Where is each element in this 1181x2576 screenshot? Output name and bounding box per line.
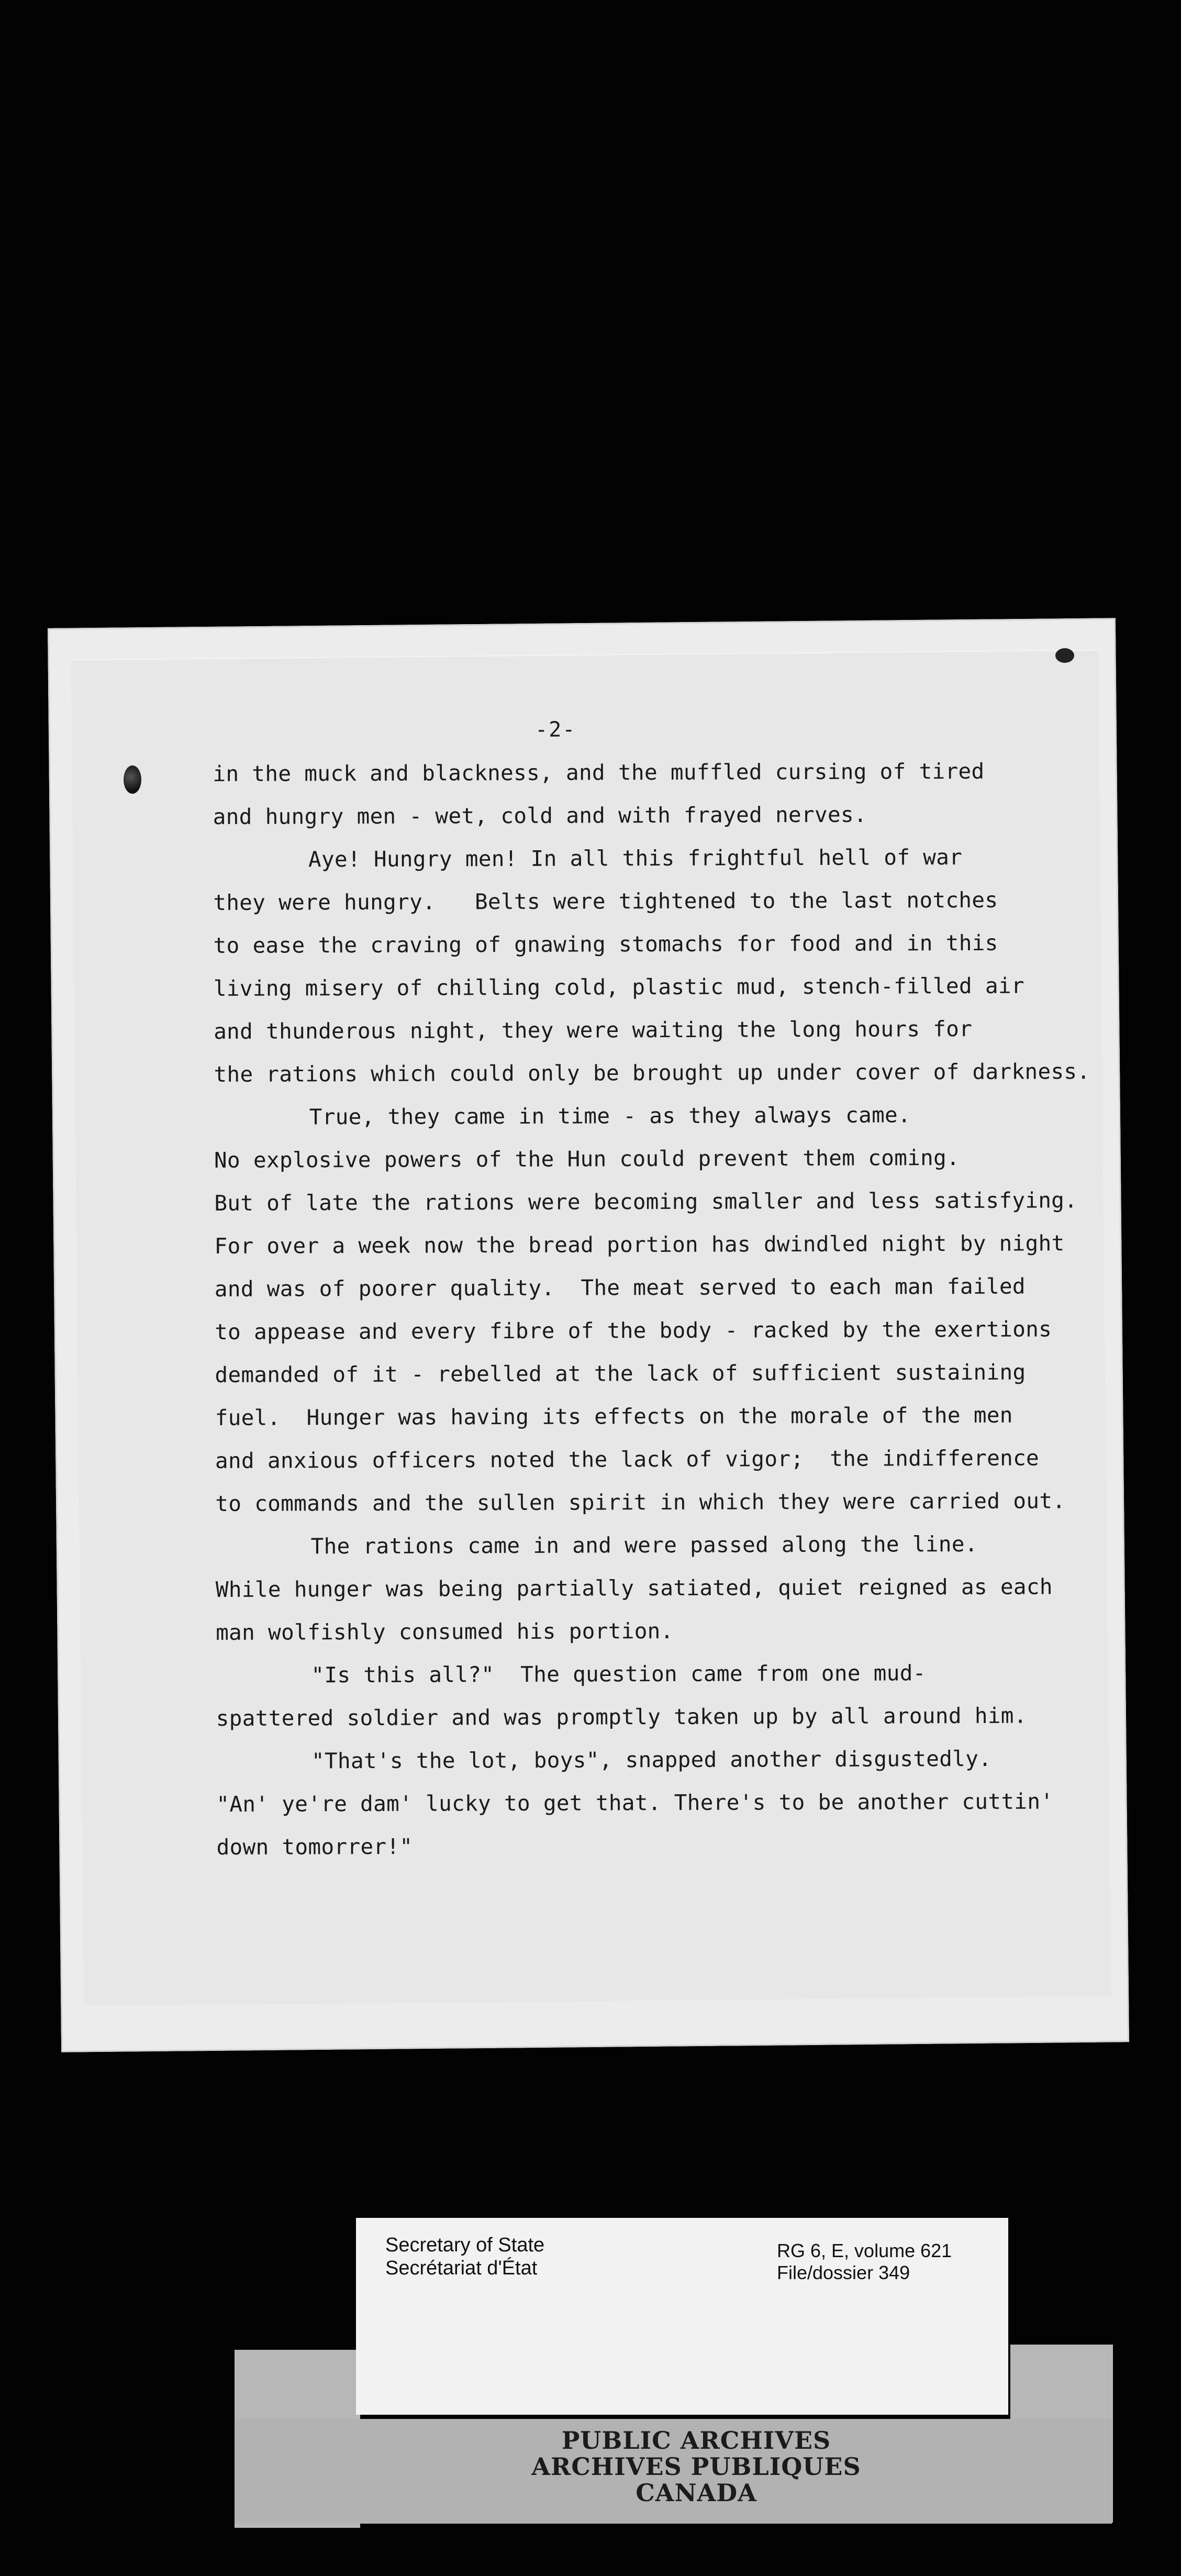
archives-stamp <box>513 2427 879 2506</box>
text-line: and was of poorer quality. The meat served to each man failed <box>214 1273 1026 1302</box>
text-line: and thunderous night, they were waiting the long hours for <box>214 1016 973 1044</box>
text-line: living misery of chilling cold, plastic mud, stench-filled air <box>213 973 1024 1001</box>
text-line: For over a week now the bread portion has dwindled night by night <box>214 1230 1065 1259</box>
stamp-line: ARCHIVES PUBLIQUES <box>531 2452 861 2481</box>
text-line: "An' ye're dam' lucky to get that. There's to be another cuttin' <box>216 1789 1054 1817</box>
department-fr: Secrétariat d'État <box>385 2257 538 2279</box>
text-line: While hunger was being partially satiated, quiet reigned as each <box>215 1574 1053 1602</box>
text-line: the rations which could only be brought up under cover of darkness. <box>214 1059 1090 1087</box>
archive-label-card <box>356 2218 1008 2415</box>
text-line: No explosive powers of the Hun could prevent them coming. <box>214 1145 960 1173</box>
department-block <box>385 2234 544 2280</box>
record-group: RG 6, E, volume 621 <box>777 2240 952 2261</box>
text-line: and hungry men - wet, cold and with frayed nerves. <box>213 802 867 829</box>
text-line: down tomorrer!" <box>216 1834 413 1860</box>
department-en: Secretary of State <box>385 2234 545 2256</box>
text-line: True, they came in time - as they always came. <box>309 1102 911 1130</box>
stamp-line: PUBLIC ARCHIVES <box>561 2426 831 2455</box>
text-line: "That's the lot, boys", snapped another disgustedly. <box>311 1746 992 1774</box>
text-line: demanded of it - rebelled at the lack of sufficient sustaining <box>215 1359 1026 1387</box>
text-line: to commands and the sullen spirit in which they were carried out. <box>215 1488 1066 1516</box>
page-number: -2- <box>535 717 576 742</box>
staple-mark <box>1055 648 1074 663</box>
text-line: to appease and every fibre of the body - racked by the exertions <box>215 1316 1052 1345</box>
text-line: fuel. Hunger was having its effects on the morale of the men <box>215 1402 1013 1430</box>
text-line: Aye! Hungry men! In all this frightful hell of war <box>308 845 963 872</box>
text-line: But of late the rations were becoming smaller and less satisfying. <box>214 1187 1078 1216</box>
reference-block <box>777 2240 952 2284</box>
text-line: The rations came in and were passed along the line. <box>310 1531 978 1559</box>
text-line: spattered soldier and was promptly taken up by all around him. <box>216 1703 1027 1731</box>
file-number: File/dossier 349 <box>777 2262 910 2283</box>
text-line: and anxious officers noted the lack of vigor; the indifference <box>215 1445 1040 1473</box>
text-line: in the muck and blackness, and the muffled cursing of tired <box>213 758 985 786</box>
text-line: to ease the craving of gnawing stomachs for food and in this <box>213 930 998 958</box>
punch-hole <box>124 765 141 794</box>
stamp-line: CANADA <box>636 2479 757 2507</box>
text-line: man wolfishly consumed his portion. <box>216 1618 674 1645</box>
text-line: "Is this all?" The question came from one mud- <box>311 1660 926 1688</box>
text-line: they were hungry. Belts were tightened to the last notches <box>213 887 998 915</box>
typed-text <box>213 706 1096 1869</box>
